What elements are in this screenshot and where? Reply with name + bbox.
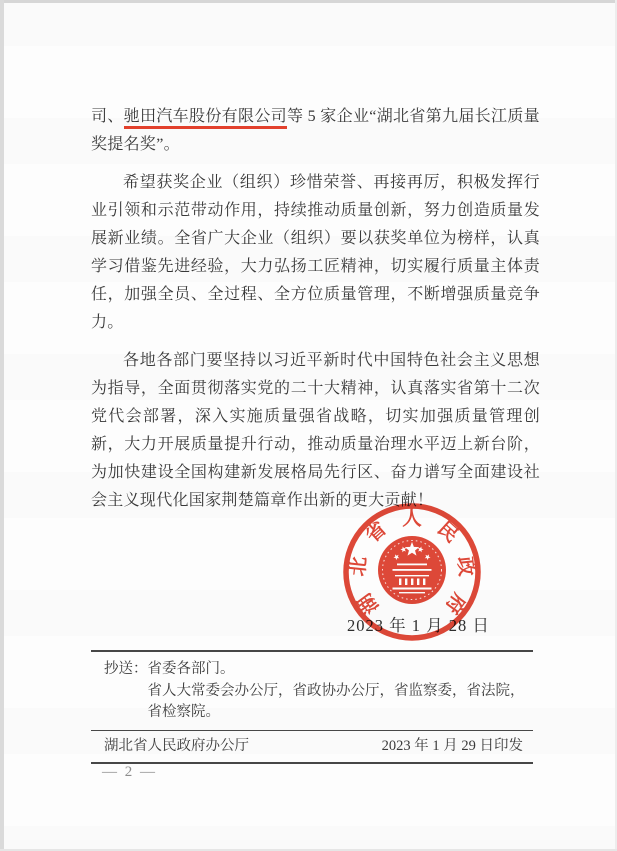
scan-edge-left [0, 0, 4, 851]
seal-char: 省 [362, 518, 391, 547]
document-body [91, 103, 540, 525]
seal-char: 北 [347, 555, 371, 578]
document-footer [91, 650, 533, 764]
issuer-row [91, 731, 533, 762]
paragraph-hope: 希望获奖企业（组织）珍惜荣誉、再接再厉，积极发挥行业引领和示范带动作用，持续推动质量创新，努力创造质量发展新业绩。全省广大企业（组织）要以获奖单位为榜样，认真学习借鉴先进经验，大力弘扬工匠精神，切实履行质量主体责任，加强全员、全过程、全方位质量管理，不断增强质量竞争力。 [91, 174, 540, 331]
scan-edge-top [0, 0, 617, 3]
copy-to-list [148, 659, 534, 724]
print-date: 2023 年 1 月 29 日印发 [381, 738, 523, 754]
paragraph-award-list [91, 103, 540, 159]
divider-line-bottom [91, 762, 533, 764]
official-seal [339, 499, 485, 645]
page-number: — 2 — [102, 764, 157, 780]
copy-to-line: 省委各部门。 [147, 661, 235, 677]
p1-post-text: 等 5 家企业“湖北省第九届长江质量奖提名奖”。 [91, 108, 540, 153]
issuing-office: 湖北省人民政府办公厅 [104, 738, 249, 754]
p1-pre-text: 司、 [91, 108, 124, 125]
seal-date: 2023 年 1 月 28 日 [347, 616, 490, 635]
copy-to-line: 省检察院。 [147, 704, 220, 720]
seal-char: 湖 [354, 589, 384, 618]
company-name-underlined: 驰田汽车股份有限公司 [124, 108, 287, 129]
copy-to-label: 抄送： [104, 661, 148, 677]
copy-to-section [91, 652, 533, 730]
seal-char: 政 [453, 555, 477, 578]
seal-char: 民 [433, 518, 462, 547]
seal-char: 府 [440, 589, 470, 618]
paragraph-requirements: 各地各部门要坚持以习近平新时代中国特色社会主义思想为指导，全面贯彻落实党的二十大精神，认真落实省第十二次党代会部署，深入实施质量强省战略，切实加强质量管理创新，大力开展质量提升行动，推动质量治理水平迈上新台阶，为加快建设全国构建新发展格局先行区、奋力谱写全面建设社会主义现代化国家荆楚篇章作出新的更大贡献！ [91, 352, 540, 509]
national-emblem [378, 536, 446, 604]
seal-char: 人 [402, 508, 422, 530]
government-seal-graphic [339, 499, 485, 645]
copy-to-line: 省人大常委会办公厅，省政协办公厅，省监察委，省法院， [147, 682, 525, 699]
